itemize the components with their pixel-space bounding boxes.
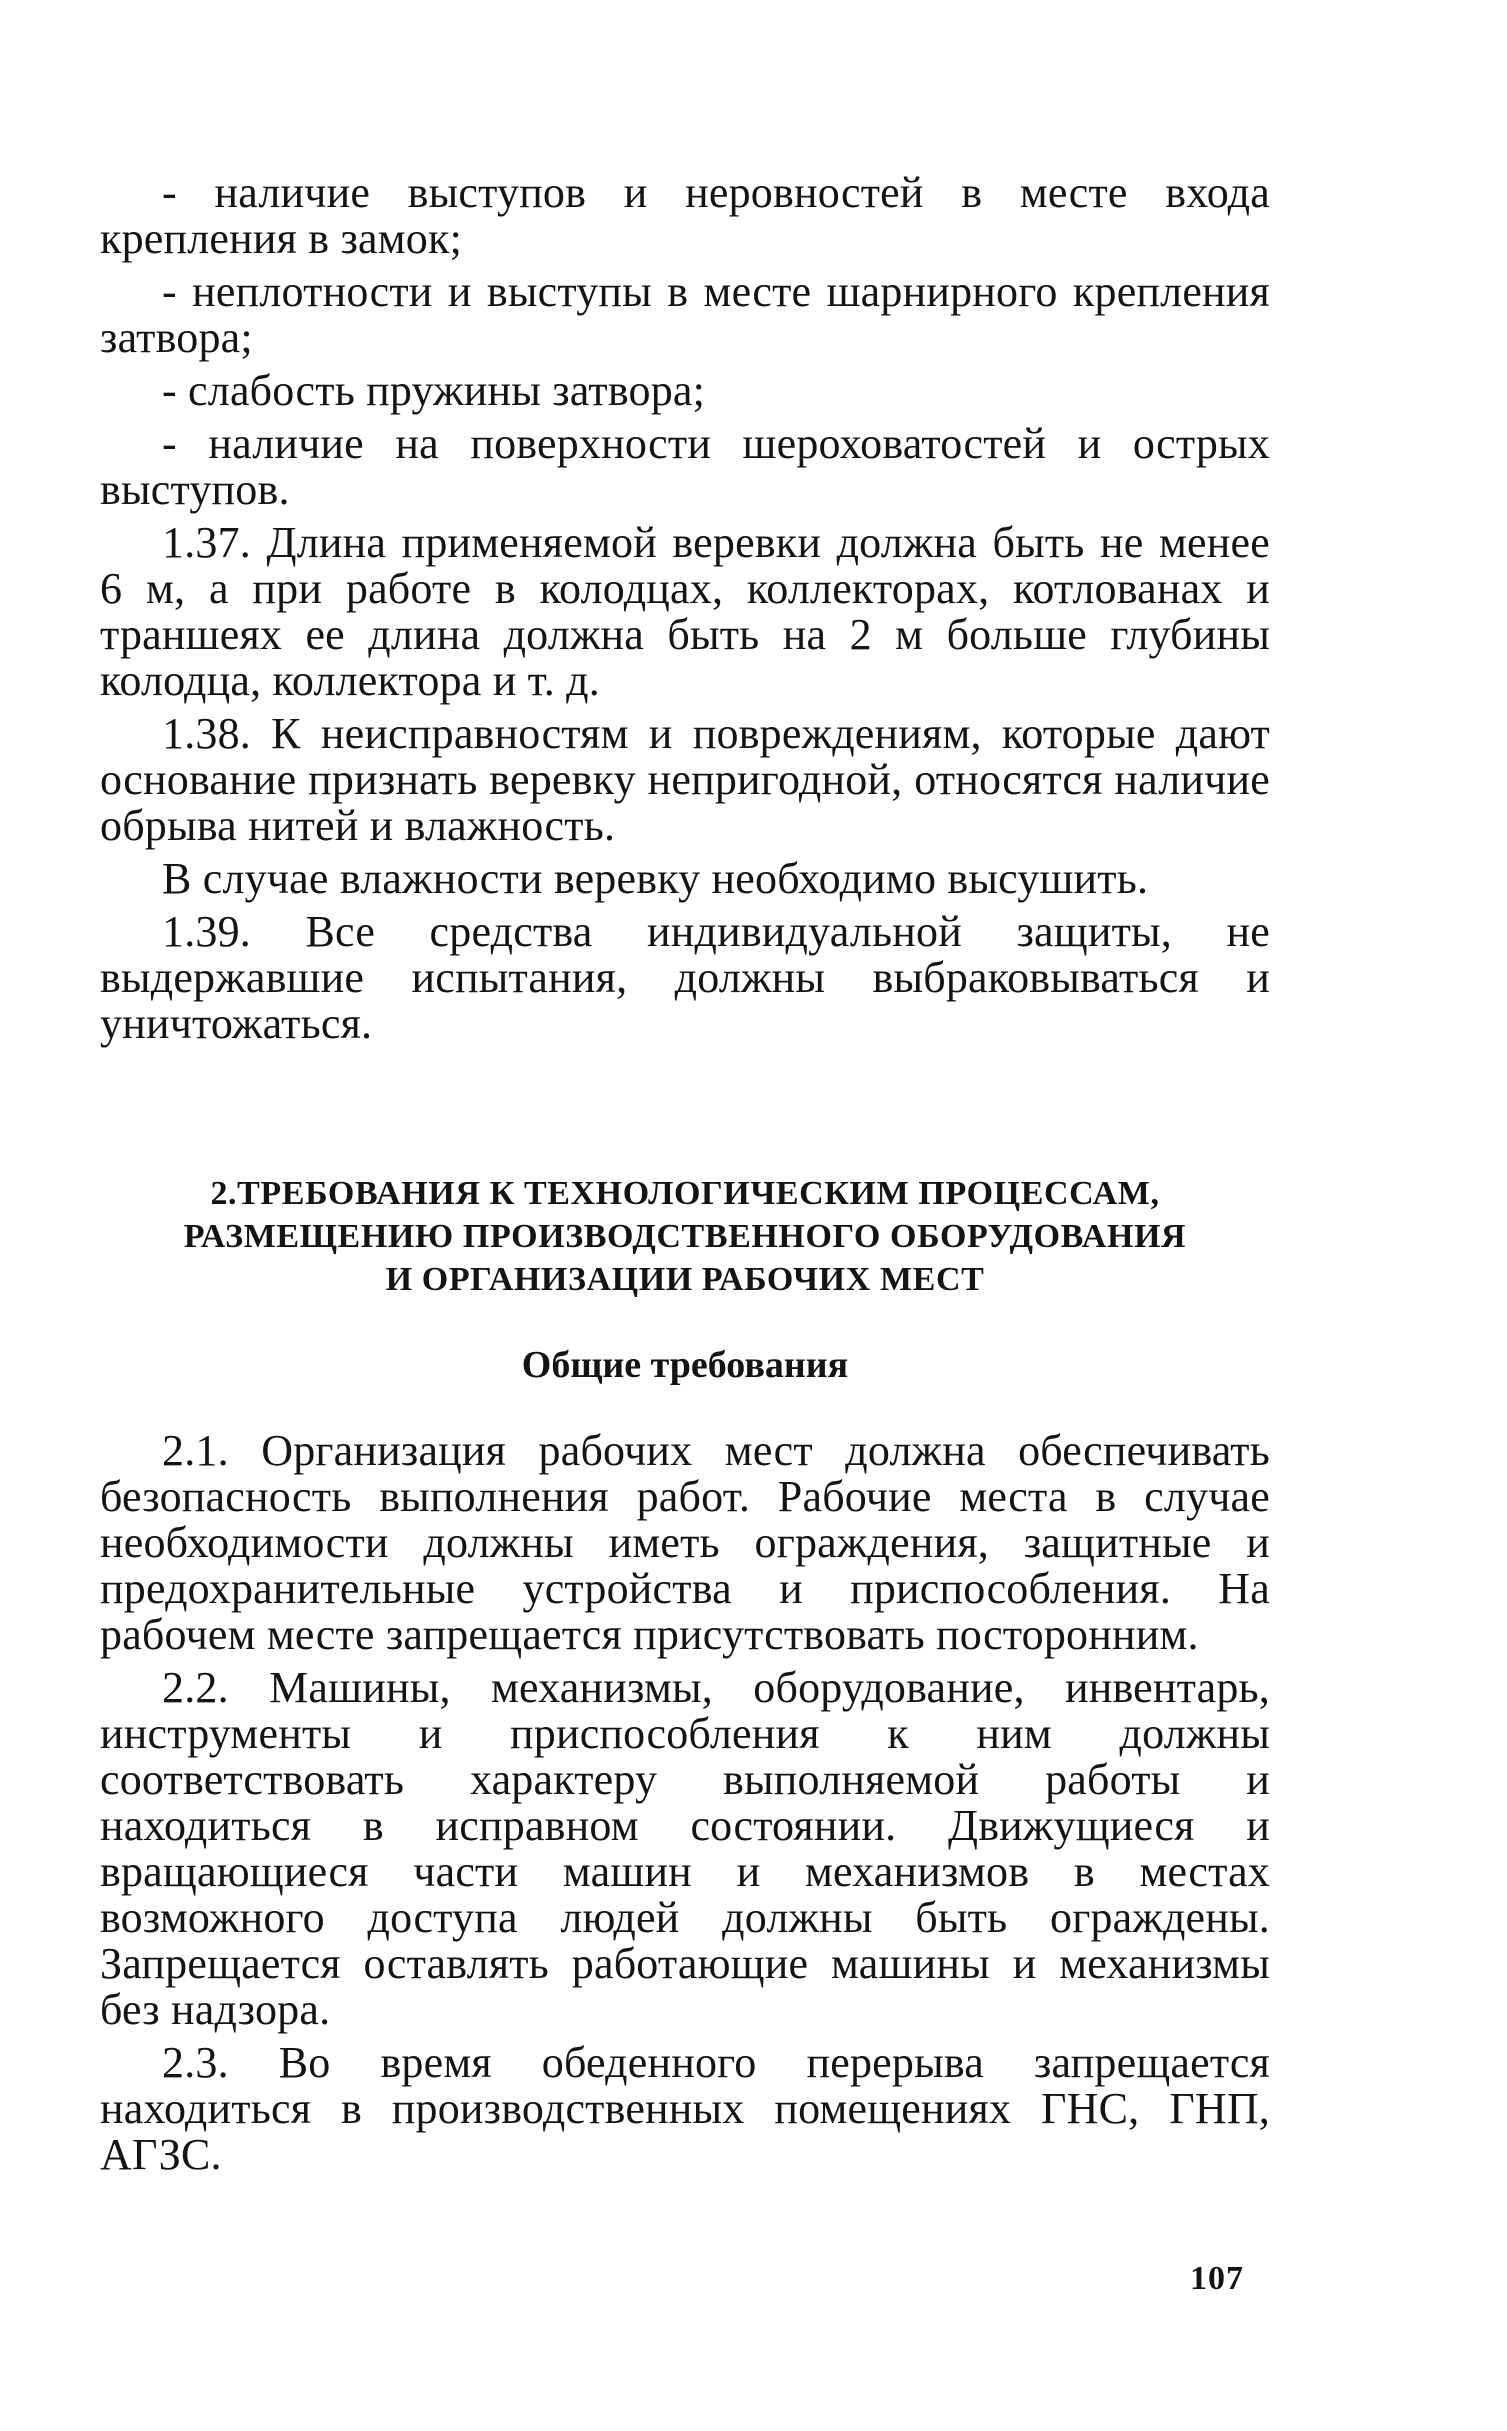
paragraph-item-1: - наличие выступов и неровностей в месте входа крепления в замок; bbox=[100, 168, 1270, 263]
paragraph-2-1: 2.1. Организация рабочих мест должна обеспечивать безопасность выполнения работ. Рабочие места в случае необходимости должны иметь ограждения, защитные и предохранительные устройства и приспособления. На рабочем месте запрещается присутствовать посторонним. bbox=[100, 1426, 1270, 1659]
section-heading-line-2: РАЗМЕЩЕНИЮ ПРОИЗВОДСТВЕННОГО ОБОРУДОВАНИЯ bbox=[183, 1218, 1187, 1255]
paragraph-item-4: - наличие на поверхности шероховатостей и острых выступов. bbox=[100, 419, 1270, 514]
page-body bbox=[100, 170, 1270, 2185]
paragraph-dry-rope: В случае влажности веревку необходимо высушить. bbox=[162, 854, 1149, 903]
section-spacer bbox=[100, 1054, 1270, 1172]
subheading-general-requirements: Общие требования bbox=[521, 1344, 849, 1386]
section-heading-line-1: 2.ТРЕБОВАНИЯ К ТЕХНОЛОГИЧЕСКИМ ПРОЦЕССАМ, bbox=[210, 1175, 1160, 1212]
paragraph-1-38: 1.38. К неисправностям и повреждениям, которые дают основание признать веревку непригодной, относятся наличие обрыва нитей и влажность. bbox=[100, 709, 1270, 850]
section-heading-line-3: И ОРГАНИЗАЦИИ РАБОЧИХ МЕСТ bbox=[385, 1261, 985, 1298]
section-heading bbox=[100, 1172, 1270, 1301]
paragraph-item-3: - слабость пружины затвора; bbox=[162, 366, 706, 415]
paragraph-item-2: - неплотности и выступы в месте шарнирного крепления затвора; bbox=[100, 267, 1270, 362]
paragraph-2-3: 2.3. Во время обеденного перерыва запрещается находиться в производственных помещениях ГНС, ГНП, АГЗС. bbox=[100, 2038, 1270, 2179]
page-number: 107 bbox=[1190, 2260, 1244, 2297]
paragraph-2-2: 2.2. Машины, механизмы, оборудование, инвентарь, инструменты и приспособления к ним должны соответствовать характеру выполняемой работы и находиться в исправном состоянии. Движущиеся и вращающиеся части машин и механизмов в местах возможного доступа людей должны быть ограждены. Запрещается оставлять работающие машины и механизмы без надзора. bbox=[100, 1663, 1270, 2034]
paragraph-1-37: 1.37. Длина применяемой веревки должна быть не менее 6 м, а при работе в колодцах, коллекторах, котлованах и траншеях ее длина должна быть на 2 м больше глубины колодца, коллектора и т. д. bbox=[100, 518, 1270, 705]
paragraph-1-39: 1.39. Все средства индивидуальной защиты, не выдержавшие испытания, должны выбраковываться и уничтожаться. bbox=[100, 907, 1270, 1048]
